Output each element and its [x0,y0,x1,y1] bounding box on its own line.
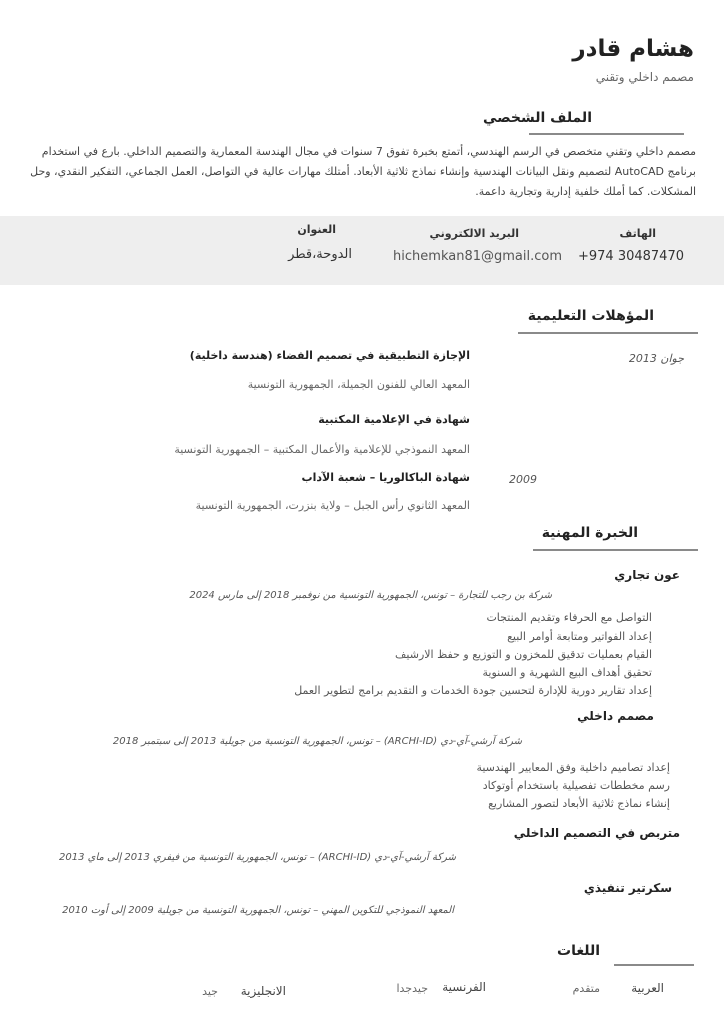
language-name: الانجليزية [240,984,286,998]
experience-company: المعهد النموذجي للتكوين المهني – تونس، الجمهورية التونسية من جويلية 2009 إلى أوت 2010 [62,905,454,916]
experience-role: مصمم داخلي [577,709,654,723]
experience-company: شركة بن رجب للتجارة – تونس، الجمهورية التونسية من نوفمبر 2018 إلى مارس 2024 [189,590,552,601]
experience-bullet: إنشاء نماذج ثلاثية الأبعاد لتصور المشاريع [488,797,670,810]
phone-label: الهاتف [619,227,656,240]
experience-bullet: إعداد الفواتير ومتابعة أوامر البيع [507,630,652,643]
profile-line: مصمم داخلي وتقني متخصص في الرسم الهندسي، أتمتع بخبرة تفوق 7 سنوات في مجال الهندسة المعمارية والتصميم الداخلي. بارع في استخدام [41,145,696,158]
experience-role: سكرتير تنفيذي [583,881,672,895]
education-degree: شهادة الباكالوريا – شعبة الآداب [301,471,470,484]
language-level: جيدجدا [396,982,428,995]
address-value: الدوحة،قطر [288,247,352,262]
experience-title-rule [533,549,698,551]
job-title: مصمم داخلي وتقني [595,70,694,84]
experience-bullet: رسم مخططات تفصيلية باستخدام أوتوكاد [482,779,670,792]
education-date: جوان 2013 [628,352,684,365]
candidate-name: هشام قادر [572,36,694,62]
education-title-rule [518,332,698,334]
experience-bullet: التواصل مع الحرفاء وتقديم المنتجات [486,611,652,624]
education-section-title: المؤهلات التعليمية [527,308,654,324]
experience-role: عون تجاري [614,568,680,582]
language-name: العربية [631,981,664,995]
language-level: جيد [202,985,218,998]
experience-bullet: القيام بعمليات تدقيق للمخزون و التوزيع و حفظ الارشيف [395,648,652,661]
experience-bullet: إعداد تقارير دورية للإدارة لتحسين جودة الخدمات و التقديم برامج لتطوير العمل [294,684,652,697]
profile-summary [26,142,696,202]
email-label: البريد الالكتروني [429,227,519,240]
languages-section-title: اللغات [557,943,600,959]
languages-title-rule [614,964,694,966]
profile-line: برنامج AutoCAD لتصميم ونقل البيانات الهندسية وإنشاء نماذج ثلاثية الأبعاد. أمتلك مهارات عالية في التواصل، العمل الجماعي، التفكير النقدي، وحل [30,165,696,178]
education-date: 2009 [509,473,537,486]
experience-company: شركة آرشي-آي-دي (ARCHI-ID) – تونس، الجمهورية التونسية من فيفري 2013 إلى ماي 2013 [59,852,456,863]
experience-bullet: إعداد تصاميم داخلية وفق المعايير الهندسية [476,761,670,774]
phone-value: +974 30487470 [577,249,684,264]
education-institution: المعهد الثانوي رأس الجبل – ولاية بنزرت، الجمهورية التونسية [195,499,470,512]
profile-line: المشكلات. كما أملك خلفية إدارية وتجارية داعمة. [475,185,696,198]
experience-company: شركة آرشي-آي-دي (ARCHI-ID) – تونس، الجمهورية التونسية من جويلية 2013 إلى سبتمبر 2018 [112,736,522,747]
experience-section-title: الخبرة المهنية [541,525,638,541]
education-institution: المعهد العالي للفنون الجميلة، الجمهورية التونسية [247,378,470,391]
education-institution: المعهد النموذجي للإعلامية والأعمال المكتبية – الجمهورية التونسية [174,443,470,456]
experience-role: متربص في التصميم الداخلي [513,826,680,840]
profile-section-title: الملف الشخصي [482,110,592,126]
email-value: hichemkan81@gmail.com [393,249,562,264]
language-level: متقدم [572,982,600,995]
language-name: الفرنسية [442,980,486,994]
profile-title-rule [529,133,684,135]
address-label: العنوان [297,223,336,236]
education-degree: الإجازة التطبيقية في تصميم الفضاء (هندسة داخلية) [189,349,470,362]
experience-bullet: تحقيق أهداف البيع الشهرية و السنوية [482,666,652,679]
education-degree: شهادة في الإعلامية المكتبية [318,413,470,426]
